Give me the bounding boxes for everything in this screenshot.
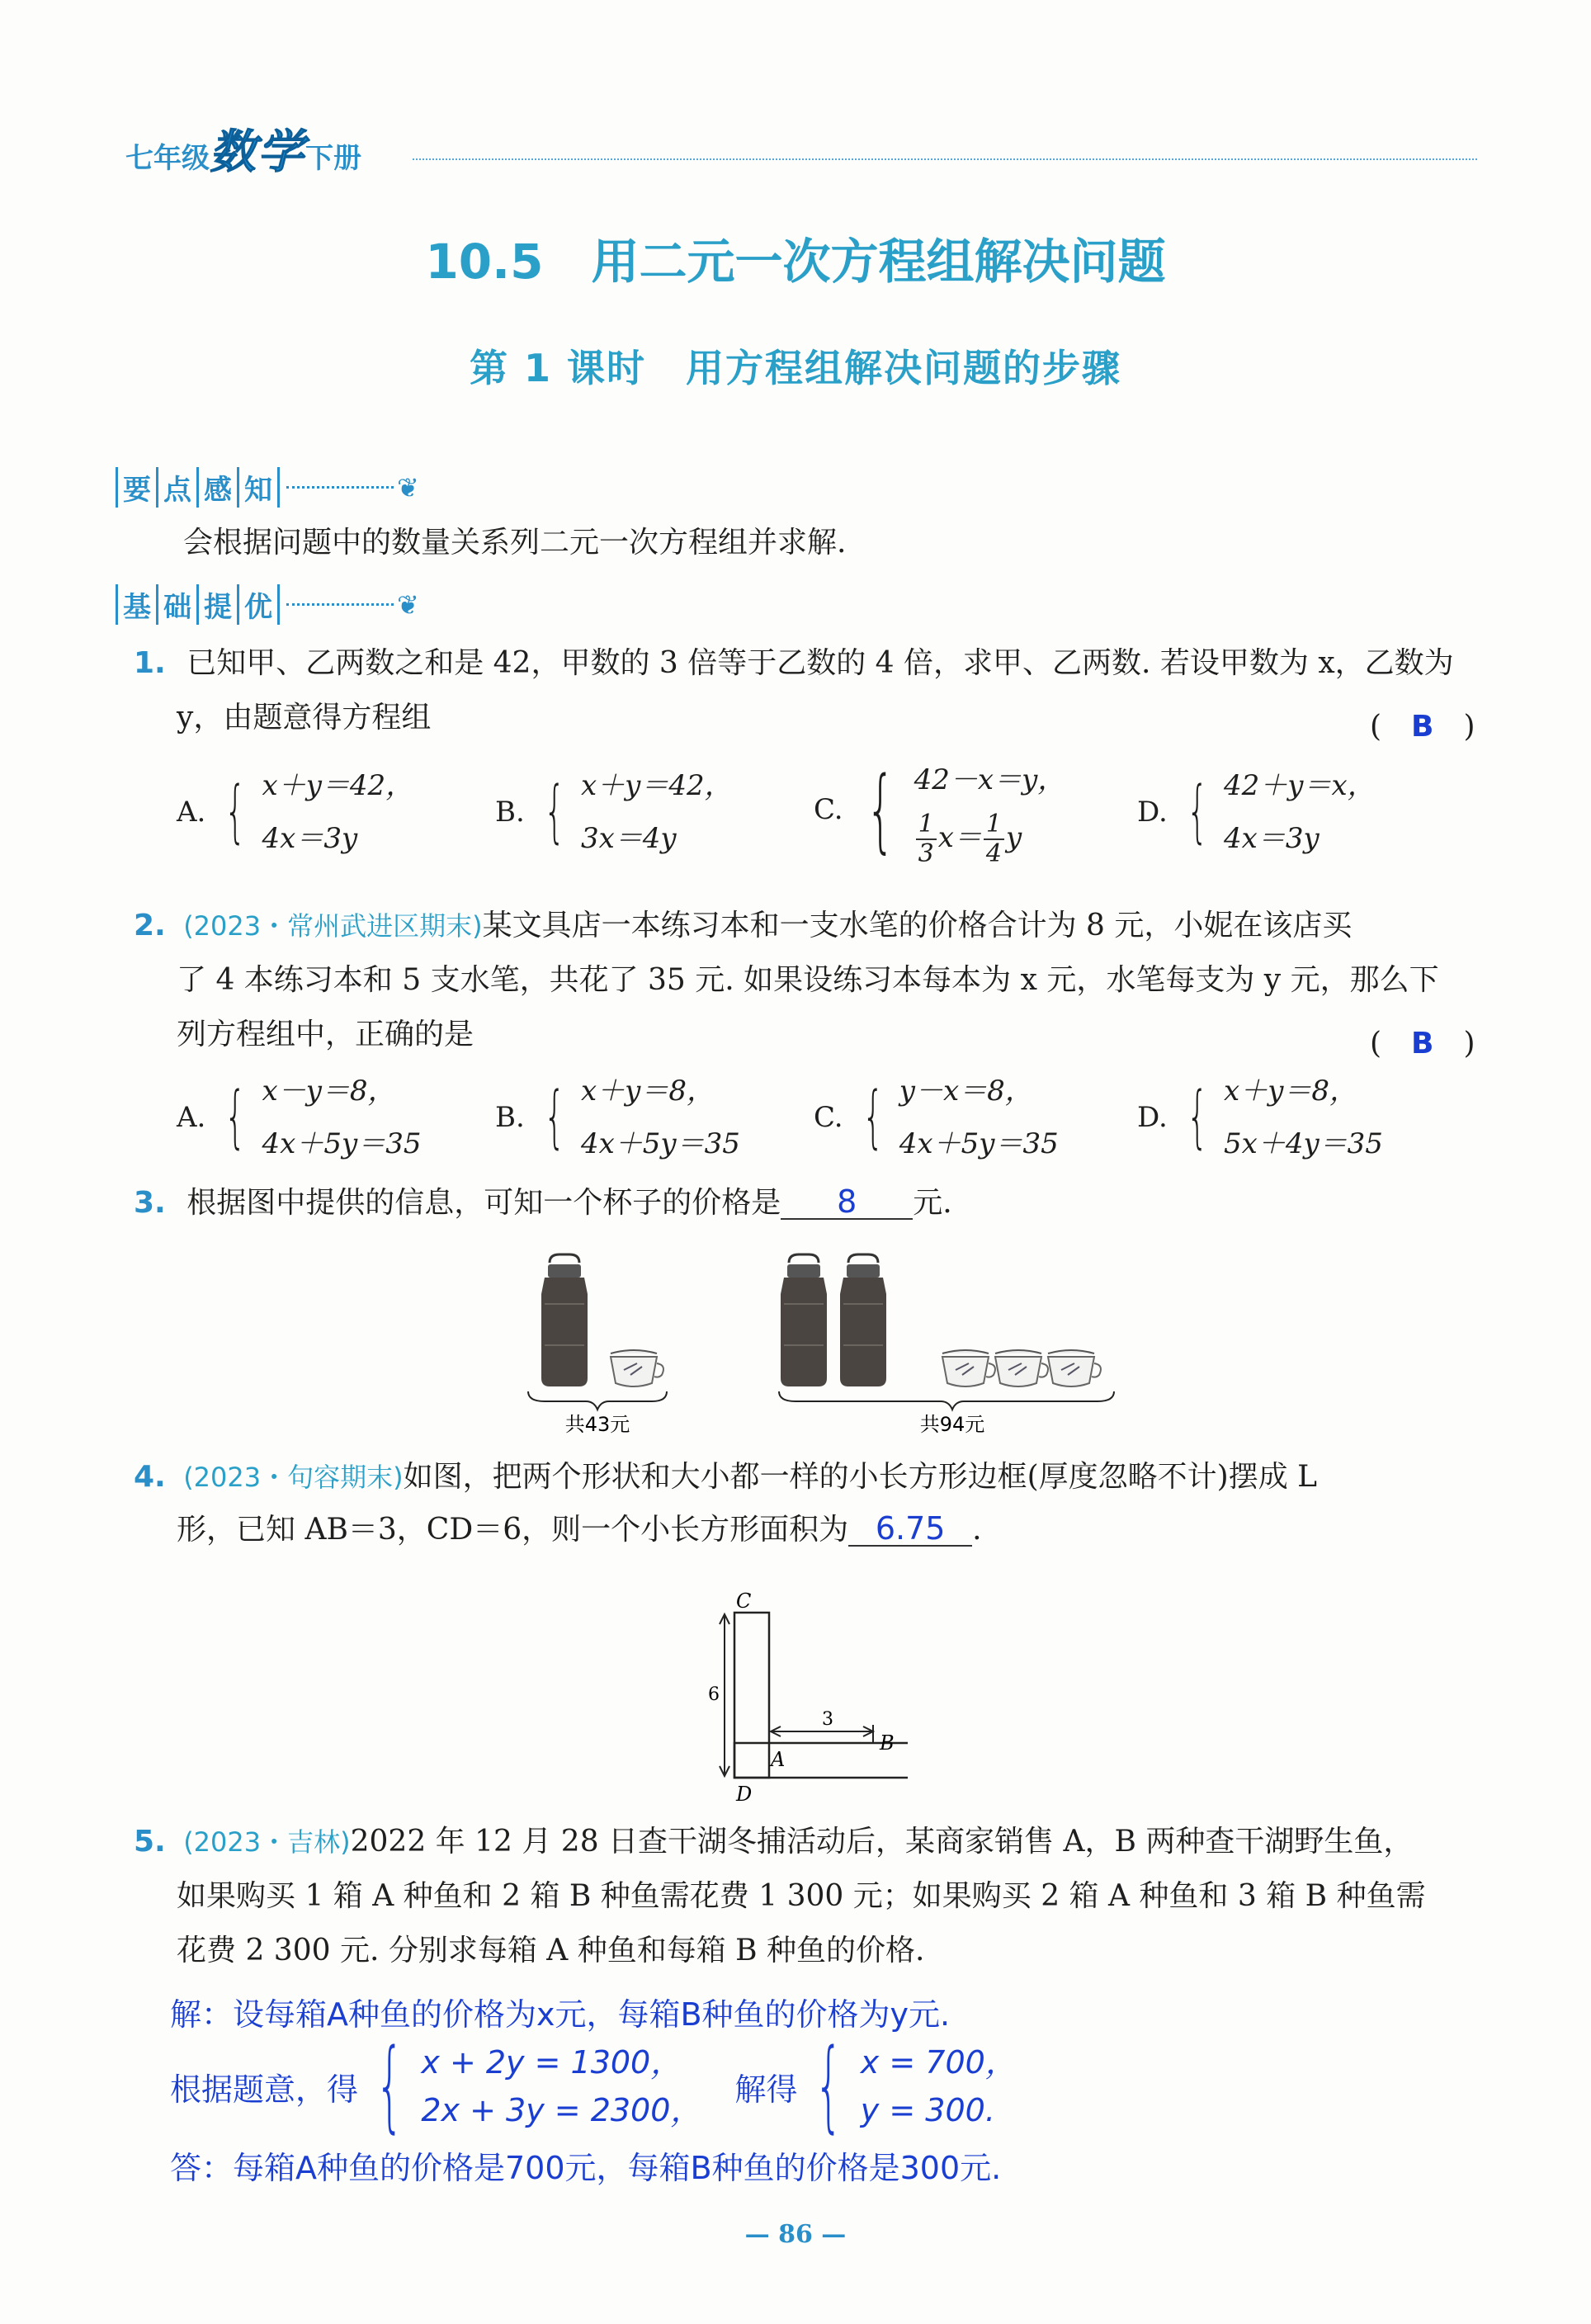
tag-char: 提	[196, 584, 237, 625]
question-source: (2023・吉林)	[183, 1826, 351, 1858]
equation: 4x＝3y	[1224, 822, 1320, 855]
thermos-icon	[781, 1254, 827, 1386]
equation: y－x＝8，	[899, 1075, 1033, 1108]
question-stem-end: .	[972, 1513, 982, 1547]
brace-icon: {	[862, 1078, 884, 1156]
question-source: (2023・句容期末)	[183, 1462, 404, 1493]
solution-line-3: 答：每箱A种鱼的价格是700元，每箱B种鱼的价格是300元.	[170, 2150, 1002, 2186]
q2-option-c	[814, 1065, 1059, 1170]
question-1	[134, 639, 1487, 688]
question-number: 5.	[134, 1825, 166, 1859]
header-grade: 七年级	[125, 142, 210, 175]
rectangle-vertical	[734, 1613, 769, 1778]
answer-paren: ( B )	[1370, 1027, 1475, 1060]
equation: x＋y＝8，	[1224, 1075, 1358, 1108]
question-number: 2.	[134, 909, 166, 942]
tag-dots	[286, 486, 394, 489]
header-subject: 数学	[210, 125, 305, 179]
equation: x＋y＝42，	[262, 769, 414, 802]
option-label: A.	[177, 796, 206, 829]
answer-blank: 8	[781, 1185, 913, 1220]
thermos-icon	[541, 1254, 588, 1386]
tag-char: 优	[237, 584, 280, 625]
question-source: (2023・常州武进区期末)	[183, 910, 483, 942]
question-stem: 如图，把两个形状和大小都一样的小长方形边框(厚度忽略不计)摆成 L	[403, 1460, 1318, 1494]
tag-char: 知	[237, 467, 280, 508]
length-6: 6	[708, 1684, 720, 1705]
question-5-stem3: 花费 2 300 元. 分别求每箱 A 种鱼和每箱 B 种鱼的价格.	[177, 1934, 925, 1967]
brace-icon: {	[224, 772, 247, 851]
brace-icon: {	[543, 1078, 565, 1156]
option-label: B.	[495, 796, 525, 829]
question-4	[134, 1452, 1495, 1502]
drop-icon: ❦	[397, 471, 419, 503]
equation: 3x＝4y	[580, 822, 677, 855]
brace-icon: {	[1186, 1078, 1208, 1156]
lesson-title: 第 1 课时 用方程组解决问题的步骤	[469, 346, 1122, 390]
caption-right: 共94元	[919, 1413, 985, 1434]
brace-icon: {	[1186, 772, 1208, 851]
equation: 42－x＝y，	[914, 763, 1066, 796]
equation-part: x＝	[937, 821, 982, 854]
cup-icon	[942, 1350, 995, 1386]
question-number: 3.	[134, 1186, 166, 1220]
q1-option-a	[177, 759, 413, 865]
question-stem: 某文具店一本练习本和一支水笔的价格合计为 8 元，小妮在该店买	[482, 909, 1353, 942]
solution-prefix: 根据题意，得	[170, 2071, 359, 2108]
question-5	[134, 1817, 1495, 1867]
answer-blank: 6.75	[848, 1512, 972, 1547]
label-c: C	[736, 1589, 752, 1613]
right-group	[779, 1254, 1114, 1434]
tag-key-points	[116, 467, 419, 508]
answer-choice: B	[1411, 710, 1434, 744]
question-number: 1.	[134, 646, 166, 680]
cup-icon	[995, 1350, 1048, 1386]
option-label: D.	[1137, 1101, 1168, 1134]
question-2	[134, 901, 1495, 951]
option-label: C.	[814, 793, 843, 826]
tag-char: 感	[196, 467, 237, 508]
equation: x－y＝8，	[262, 1075, 396, 1108]
equation: 4x＝3y	[262, 822, 358, 855]
question-4-stem2	[177, 1505, 982, 1555]
denominator: 3	[918, 839, 934, 868]
tag-char: 基	[116, 584, 156, 625]
solution-equation: x + 2y = 1300，	[421, 2044, 682, 2081]
thermos-icon	[840, 1254, 886, 1386]
solution-line-1: 解：设每箱A种鱼的价格为x元，每箱B种鱼的价格为y元.	[170, 1996, 951, 2033]
caption-left: 共43元	[564, 1413, 630, 1434]
solution-equation: 2x + 3y = 2300，	[421, 2092, 702, 2128]
q2-option-d	[1137, 1065, 1383, 1170]
tag-basics	[116, 584, 419, 625]
solution-result: x = 700，	[860, 2044, 1017, 2081]
equation: x＋y＝8，	[580, 1075, 715, 1108]
question-stem: 已知甲、乙两数之和是 42，甲数的 3 倍等于乙数的 4 倍，求甲、乙两数. 若设甲数为 x，乙数为	[186, 646, 1454, 680]
question-1-stem2: y，由题意得方程组	[177, 701, 432, 735]
option-label: A.	[177, 1101, 206, 1134]
key-point-text: 会根据问题中的数量关系列二元一次方程组并求解.	[183, 526, 847, 560]
header-volume: 下册	[305, 142, 361, 175]
question-stem-end: 元.	[913, 1186, 952, 1220]
equation: 42＋y＝x，	[1224, 769, 1376, 802]
tag-char: 要	[116, 467, 156, 508]
equation: 4x＋5y＝35	[262, 1127, 422, 1160]
option-label: D.	[1137, 796, 1168, 829]
option-label: B.	[495, 1101, 525, 1134]
question-2-stem2: 了 4 本练习本和 5 支水笔，共花了 35 元. 如果设练习本每本为 x 元，水笔每支为 y 元，那么下	[177, 963, 1439, 997]
denominator: 4	[985, 839, 1002, 868]
label-d: D	[736, 1783, 753, 1806]
question-3	[134, 1179, 952, 1228]
brace-icon: {	[375, 2029, 404, 2143]
tag-dots	[286, 603, 394, 606]
solution-result: y = 300.	[860, 2092, 995, 2128]
equation: 4x＋5y＝35	[899, 1127, 1059, 1160]
label-a: A	[771, 1748, 786, 1771]
answer-choice: B	[1411, 1027, 1434, 1060]
question-stem: 形，已知 AB＝3，CD＝6，则一个小长方形面积为	[177, 1513, 849, 1547]
equation: 5x＋4y＝35	[1224, 1127, 1383, 1160]
equation: x＋y＝42，	[580, 769, 733, 802]
length-3: 3	[822, 1709, 833, 1730]
question-2-stem3: 列方程组中，正确的是	[177, 1018, 474, 1051]
drop-icon: ❦	[397, 588, 419, 621]
brace-icon: {	[543, 772, 565, 851]
equation-part: y	[1006, 821, 1022, 854]
header-book-title	[125, 116, 361, 182]
question-stem: 2022 年 12 月 28 日查干湖冬捕活动后，某商家销售 A，B 两种查干湖野生鱼，	[350, 1825, 1414, 1859]
q1-option-d	[1137, 759, 1376, 865]
brace-icon: {	[814, 2029, 843, 2143]
numerator: 1	[916, 810, 937, 840]
solution-line-2	[170, 2029, 1017, 2143]
brace-icon: {	[866, 757, 895, 862]
page-number: — 86 —	[744, 2220, 847, 2249]
label-b: B	[880, 1731, 895, 1755]
q1-option-b	[495, 759, 733, 865]
answer-paren: ( B )	[1370, 710, 1475, 744]
thermos-cups-figure	[512, 1236, 1139, 1434]
left-group	[528, 1254, 667, 1434]
question-stem: 根据图中提供的信息，可知一个杯子的价格是	[186, 1186, 781, 1220]
numerator: 1	[984, 810, 1004, 840]
question-5-stem2: 如果购买 1 箱 A 种鱼和 2 箱 B 种鱼需花费 1 300 元；如果购买 2 箱 A 种鱼和 3 箱 B 种鱼需	[177, 1879, 1426, 1913]
brace-icon: {	[224, 1078, 247, 1156]
cup-icon	[1048, 1350, 1101, 1386]
solution-mid: 解得	[734, 2071, 798, 2108]
cup-icon	[611, 1350, 663, 1386]
option-label: C.	[814, 1101, 843, 1134]
equation	[914, 809, 1066, 868]
equation: 4x＋5y＝35	[580, 1127, 740, 1160]
question-number: 4.	[134, 1460, 166, 1494]
q2-option-b	[495, 1065, 740, 1170]
q1-option-c	[814, 751, 1065, 868]
header-divider	[413, 158, 1477, 160]
section-title: 10.5 用二元一次方程组解决问题	[425, 234, 1166, 290]
tag-char: 点	[156, 467, 196, 508]
l-shape-figure	[693, 1585, 908, 1807]
q2-option-a	[177, 1065, 421, 1170]
tag-char: 础	[156, 584, 196, 625]
